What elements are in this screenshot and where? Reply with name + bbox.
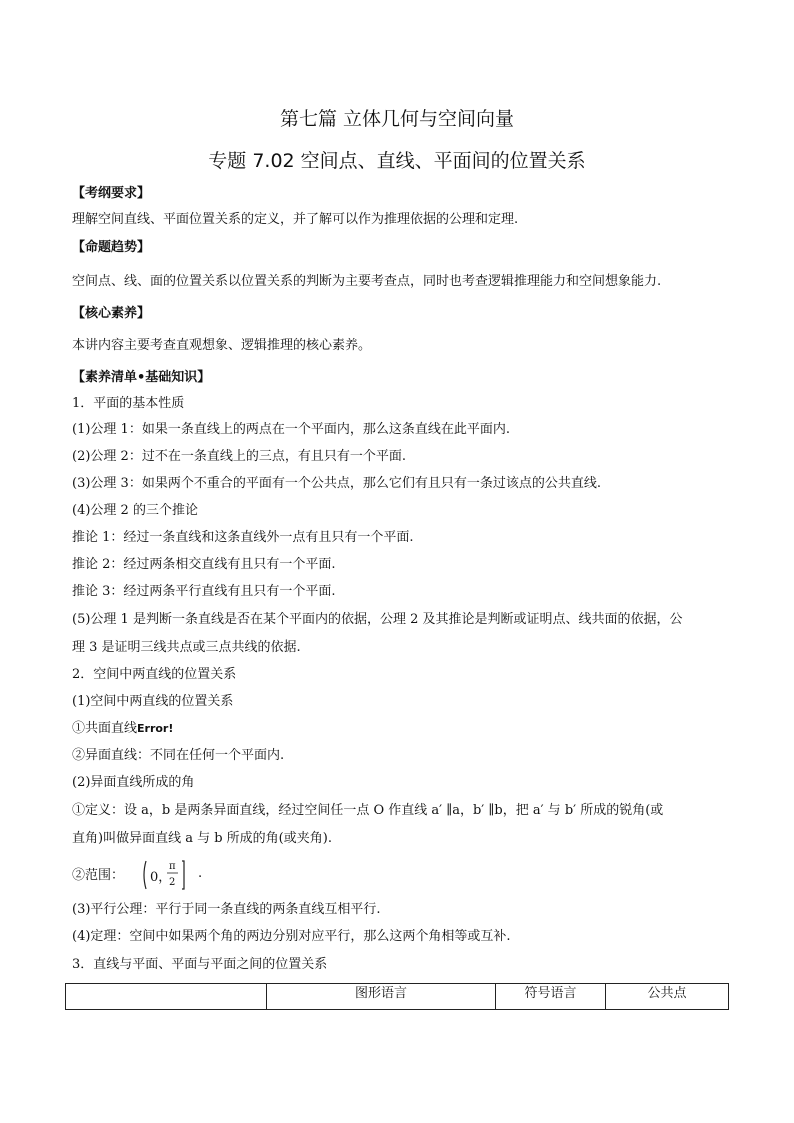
text-line: 推论 3：经过两条平行直线有且只有一个平面. [72,584,336,599]
table-header-cell: 符号语言 [496,984,606,1010]
text-line: 3．直线与平面、平面与平面之间的位置关系 [72,957,328,972]
text-line: (1)公理 1：如果一条直线上的两点在一个平面内，那么这条直线在此平面内. [72,422,510,437]
table-header-cell: 公共点 [606,984,729,1010]
core-heading: 【核心素养】 [72,306,151,321]
text-line: (2)公理 2：过不在一条直线上的三点，有且只有一个平面. [72,449,406,464]
text-fragment: ①共面直线 [72,721,138,736]
text-line: 1．平面的基本性质 [72,396,185,411]
range-label: ②范围： [72,868,125,883]
range-formula [140,857,186,893]
range-denominator: 2 [169,877,176,888]
exam-requirements-heading: 【考纲要求】 [72,186,151,201]
table-header-cell: 图形语言 [267,984,496,1010]
trend-heading: 【命题趋势】 [72,240,151,255]
text-line: (4)定理：空间中如果两个角的两边分别对应平行，那么这两个角相等或互补. [72,929,511,944]
text-line: (3)平行公理：平行于同一条直线的两条直线互相平行. [72,902,381,917]
text-line: 直角)叫做异面直线 a 与 b 所成的角(或夹角). [72,831,332,846]
error-field: Error! [137,722,174,735]
text-line: (5)公理 1 是判断一条直线是否在某个平面内的依据，公理 2 及其推论是判断或证明点、线共面的依据，公 [72,612,683,627]
text-line [72,721,732,737]
table-header-row [66,984,729,1010]
range-zero: 0， [150,870,172,885]
text-line: 2．空间中两直线的位置关系 [72,667,237,682]
text-line: ①定义：设 a，b 是两条异面直线，经过空间任一点 O 作直线 a′ ∥a，b′ ∥b，把 a′ 与 b′ 所成的锐角(或 [72,803,664,818]
text-line: (2)异面直线所成的角 [72,775,195,790]
range-period: . [198,866,203,881]
range-numerator: π [169,861,176,872]
page-title: 第七篇 立体几何与空间向量 [279,108,515,130]
text-line: (3)公理 3：如果两个不重合的平面有一个公共点，那么它们有且只有一条过该点的公共直线. [72,476,601,491]
relation-table [65,983,729,1010]
text-line: (1)空间中两直线的位置关系 [72,694,234,709]
text-line: 推论 1：经过一条直线和这条直线外一点有且只有一个平面. [72,530,414,545]
exam-requirements-text: 理解空间直线、平面位置关系的定义，并了解可以作为推理依据的公理和定理. [72,212,519,227]
text-line: 推论 2：经过两条相交直线有且只有一个平面. [72,557,336,572]
basic-knowledge-heading: 【素养清单•基础知识】 [72,370,211,385]
core-text: 本讲内容主要考查直观想象、逻辑推理的核心素养。 [72,338,372,353]
text-line: 理 3 是证明三线共点或三点共线的依据. [72,640,301,655]
page-subtitle: 专题 7.02 空间点、直线、平面间的位置关系 [208,150,586,172]
text-line: ②异面直线：不同在任何一个平面内. [72,748,285,763]
text-line: (4)公理 2 的三个推论 [72,503,198,518]
trend-text: 空间点、线、面的位置关系以位置关系的判断为主要考查点，同时也考查逻辑推理能力和空间想象能力. [72,274,662,289]
table-header-cell [66,984,267,1010]
